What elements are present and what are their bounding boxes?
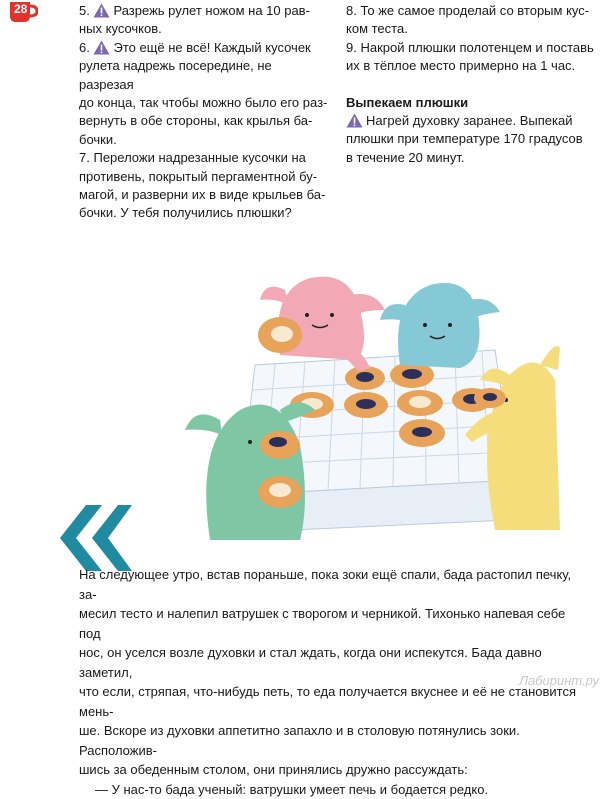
- steps-left-column: [79, 2, 329, 223]
- quote-mark-icon: [46, 503, 132, 573]
- steps-right-column: [346, 2, 596, 167]
- step-5: [79, 2, 329, 39]
- warning-icon: [93, 3, 110, 18]
- warning-icon: [93, 40, 110, 55]
- step-7: [79, 149, 329, 223]
- step-6: [79, 39, 329, 149]
- step-6-number: 6.: [79, 40, 90, 55]
- step-8-text: То же самое проделай со вторым кус- ком теста.: [346, 3, 589, 36]
- story-paragraph: На следующее утро, встав пораньше, пока зоки ещё спали, бада растопил печку, за- месил тесто и налепил ватрушек с творогом и черникой. Тихонько напевая себе под нос, он уселся возле духовки и стал ждать, когда они испекутся. Бада давно заметил, что если, стряпая, что-нибудь петь, то еда получается вкуснее и её не становится мень- ше. Вскоре из духовки аппетитно запахло и в столовую потянулись зоки. Расположив- шись за обеденным столом, они принялись дружно рассуждать:: [79, 565, 579, 780]
- step-7-text: Переложи надрезанные кусочки на противень, покрытый пергаментной бу- магой, и разверни их в виде крыльев ба- бочки. У тебя получились плюшки?: [79, 150, 325, 220]
- story-text: [79, 565, 579, 799]
- step-8: [346, 2, 596, 39]
- step-8-number: 8.: [346, 3, 357, 18]
- baking-heading: Выпекаем плюшки: [346, 94, 596, 112]
- step-6-text: Это ещё не всё! Каждый кусочек рулета надрежь посередине, не разрезая до конца, так чтобы можно было его раз- вернуть в обе стороны, как крылья ба- бочки.: [79, 40, 327, 147]
- story-dialog-line: — У нас-то бада ученый: ватрушки умеет печь и бодается редко.: [79, 780, 579, 799]
- step-9-number: 9.: [346, 40, 357, 55]
- step-9: [346, 39, 596, 76]
- watermark: Лабиринт.ру: [519, 673, 599, 688]
- step-7-number: 7.: [79, 150, 90, 165]
- illustration-creatures-table: [160, 270, 560, 560]
- step-9-text: Накрой плюшки полотенцем и поставь их в тёплое место примерно на 1 час.: [346, 40, 594, 73]
- page-number: 28: [14, 2, 27, 16]
- step-5-number: 5.: [79, 3, 90, 18]
- baking-text: Нагрей духовку заранее. Выпекай плюшки при температуре 170 градусов в течение 20 минут.: [346, 113, 583, 165]
- step-5-text: Разрежь рулет ножом на 10 рав- ных кусочков.: [79, 3, 310, 36]
- baking-instructions: [346, 112, 596, 167]
- warning-icon: [346, 113, 363, 128]
